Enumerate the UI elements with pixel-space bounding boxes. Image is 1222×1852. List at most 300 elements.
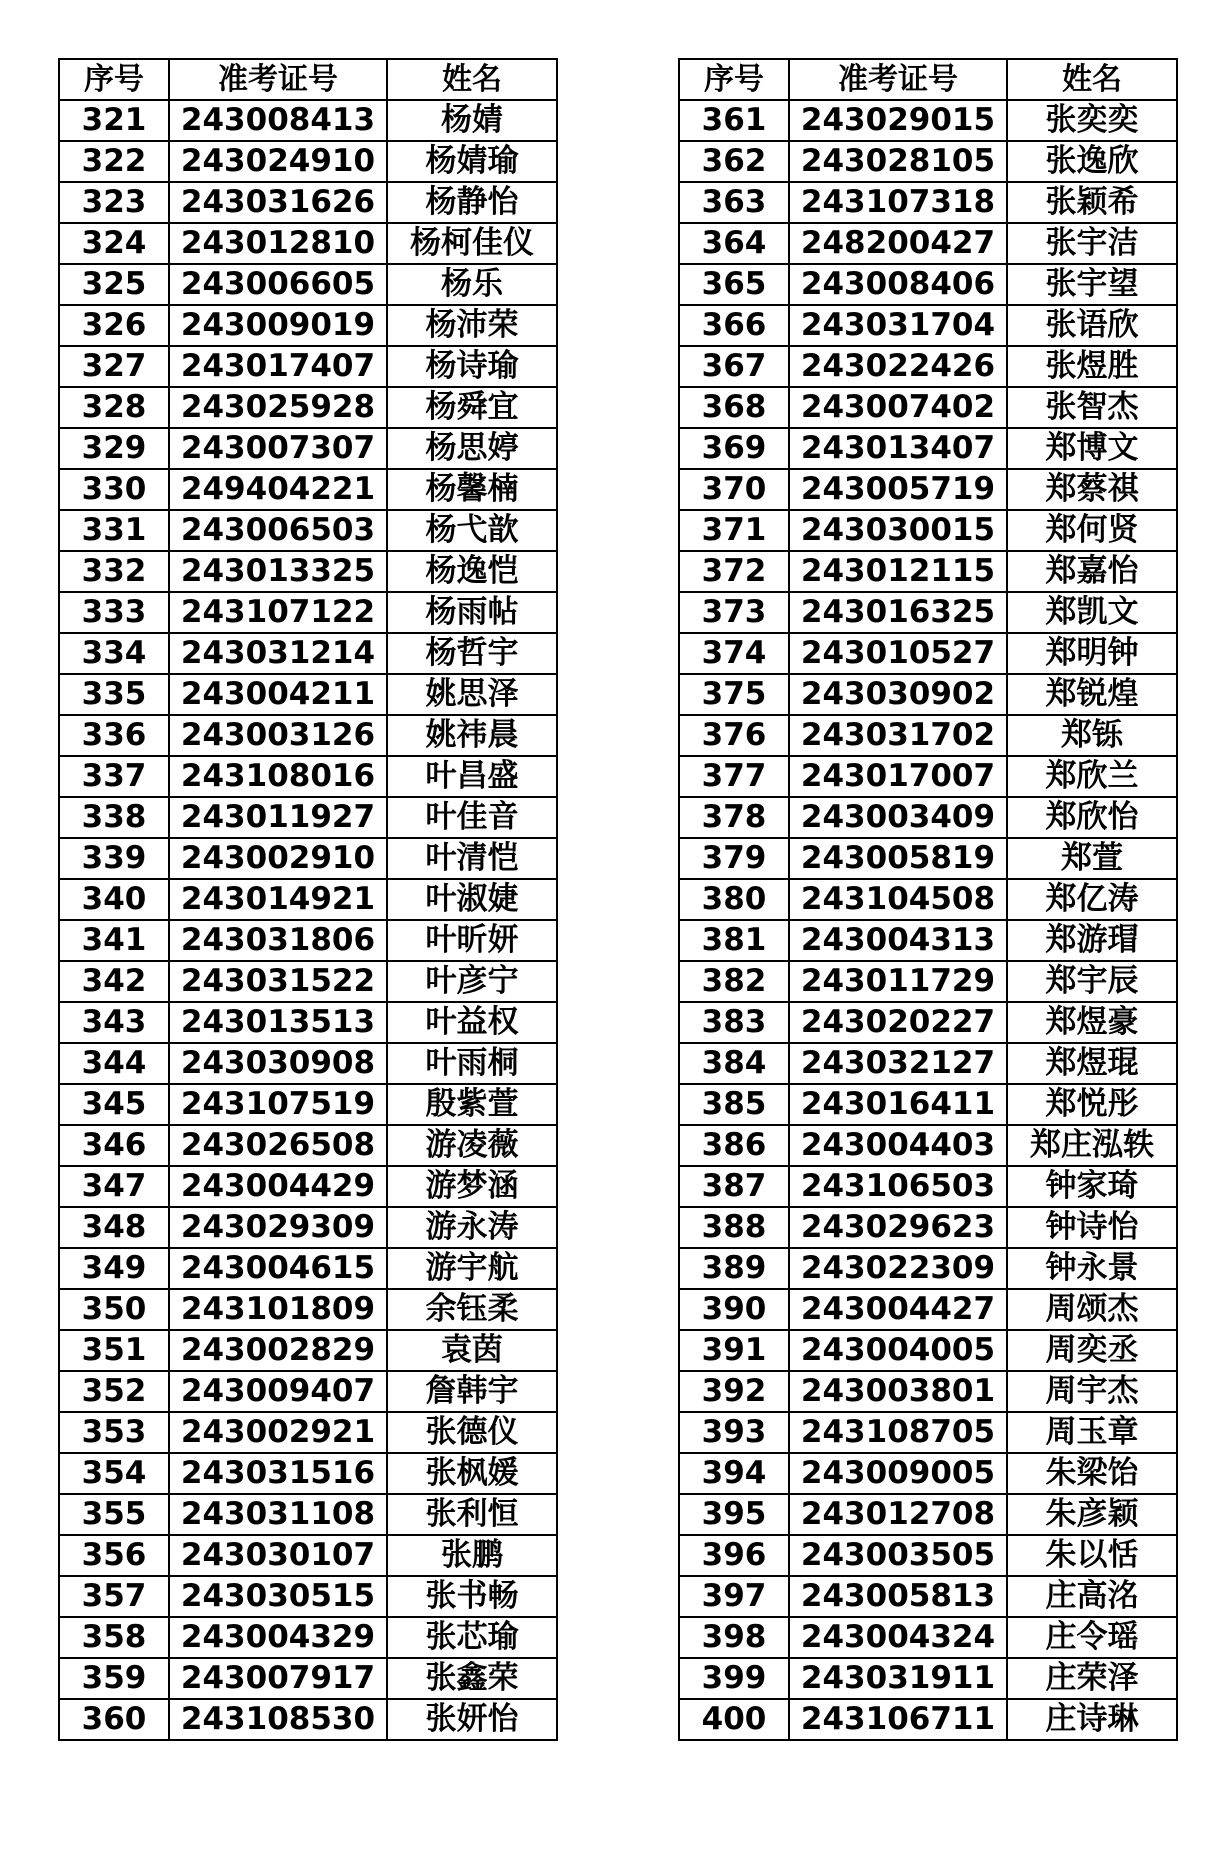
row-name-cell: 郑亿涛 <box>1007 879 1177 920</box>
row-seq-cell: 360 <box>59 1699 169 1740</box>
row-exam-id-cell: 243007307 <box>169 428 387 469</box>
table-row <box>59 1084 557 1125</box>
row-seq-cell: 355 <box>59 1494 169 1535</box>
row-name-cell: 杨柯佳仪 <box>387 223 557 264</box>
row-exam-id-cell: 243004429 <box>169 1166 387 1207</box>
row-exam-id-cell: 243031626 <box>169 182 387 223</box>
row-name-cell: 杨逸恺 <box>387 551 557 592</box>
row-name-cell: 张语欣 <box>1007 305 1177 346</box>
row-name-cell: 张宇洁 <box>1007 223 1177 264</box>
row-seq-cell: 399 <box>679 1658 789 1699</box>
row-name-cell: 郑庄泓轶 <box>1007 1125 1177 1166</box>
row-exam-id-cell: 243028105 <box>789 141 1007 182</box>
roster-body-left <box>59 100 557 1740</box>
row-exam-id-cell: 248200427 <box>789 223 1007 264</box>
row-exam-id-cell: 243101809 <box>169 1289 387 1330</box>
row-exam-id-cell: 243016325 <box>789 592 1007 633</box>
table-row <box>679 920 1177 961</box>
table-row <box>679 1658 1177 1699</box>
row-seq-cell: 368 <box>679 387 789 428</box>
row-seq-cell: 358 <box>59 1617 169 1658</box>
row-name-cell: 游宇航 <box>387 1248 557 1289</box>
table-row <box>59 1699 557 1740</box>
header-seq: 序号 <box>679 59 789 100</box>
row-name-cell: 郑博文 <box>1007 428 1177 469</box>
row-name-cell: 周宇杰 <box>1007 1371 1177 1412</box>
row-seq-cell: 331 <box>59 510 169 551</box>
row-name-cell: 杨婧 <box>387 100 557 141</box>
row-seq-cell: 359 <box>59 1658 169 1699</box>
table-row <box>59 551 557 592</box>
row-seq-cell: 365 <box>679 264 789 305</box>
header-seq: 序号 <box>59 59 169 100</box>
row-exam-id-cell: 243004329 <box>169 1617 387 1658</box>
row-name-cell: 游凌薇 <box>387 1125 557 1166</box>
table-row <box>679 1412 1177 1453</box>
row-name-cell: 郑蔡祺 <box>1007 469 1177 510</box>
table-row <box>59 182 557 223</box>
row-exam-id-cell: 243003801 <box>789 1371 1007 1412</box>
table-row <box>679 1371 1177 1412</box>
row-exam-id-cell: 243011729 <box>789 961 1007 1002</box>
row-name-cell: 周玉章 <box>1007 1412 1177 1453</box>
row-exam-id-cell: 243004324 <box>789 1617 1007 1658</box>
row-seq-cell: 370 <box>679 469 789 510</box>
row-seq-cell: 363 <box>679 182 789 223</box>
row-name-cell: 姚祎晨 <box>387 715 557 756</box>
table-row <box>59 1412 557 1453</box>
row-exam-id-cell: 243026508 <box>169 1125 387 1166</box>
row-name-cell: 张奕奕 <box>1007 100 1177 141</box>
table-row <box>679 1576 1177 1617</box>
row-exam-id-cell: 243108530 <box>169 1699 387 1740</box>
row-name-cell: 叶淑婕 <box>387 879 557 920</box>
row-exam-id-cell: 243025928 <box>169 387 387 428</box>
row-seq-cell: 357 <box>59 1576 169 1617</box>
row-seq-cell: 396 <box>679 1535 789 1576</box>
row-exam-id-cell: 243006605 <box>169 264 387 305</box>
row-name-cell: 郑锐煌 <box>1007 674 1177 715</box>
row-exam-id-cell: 243011927 <box>169 797 387 838</box>
row-seq-cell: 326 <box>59 305 169 346</box>
table-row <box>679 797 1177 838</box>
table-row <box>679 592 1177 633</box>
row-seq-cell: 391 <box>679 1330 789 1371</box>
row-seq-cell: 341 <box>59 920 169 961</box>
row-name-cell: 庄荣泽 <box>1007 1658 1177 1699</box>
row-name-cell: 叶昌盛 <box>387 756 557 797</box>
row-exam-id-cell: 243007917 <box>169 1658 387 1699</box>
row-seq-cell: 381 <box>679 920 789 961</box>
row-exam-id-cell: 249404221 <box>169 469 387 510</box>
table-row <box>59 1330 557 1371</box>
row-exam-id-cell: 243024910 <box>169 141 387 182</box>
row-exam-id-cell: 243012115 <box>789 551 1007 592</box>
row-name-cell: 叶清恺 <box>387 838 557 879</box>
table-row <box>59 1125 557 1166</box>
row-seq-cell: 377 <box>679 756 789 797</box>
row-seq-cell: 367 <box>679 346 789 387</box>
row-name-cell: 袁茵 <box>387 1330 557 1371</box>
row-seq-cell: 386 <box>679 1125 789 1166</box>
table-row <box>679 838 1177 879</box>
row-name-cell: 朱彦颖 <box>1007 1494 1177 1535</box>
table-row <box>59 387 557 428</box>
table-row <box>59 1248 557 1289</box>
table-row <box>679 961 1177 1002</box>
table-row <box>59 756 557 797</box>
row-exam-id-cell: 243008413 <box>169 100 387 141</box>
table-row <box>59 1494 557 1535</box>
row-name-cell: 郑欣怡 <box>1007 797 1177 838</box>
row-seq-cell: 382 <box>679 961 789 1002</box>
row-exam-id-cell: 243004427 <box>789 1289 1007 1330</box>
row-exam-id-cell: 243030515 <box>169 1576 387 1617</box>
row-seq-cell: 389 <box>679 1248 789 1289</box>
row-seq-cell: 361 <box>679 100 789 141</box>
row-name-cell: 叶雨桐 <box>387 1043 557 1084</box>
row-seq-cell: 336 <box>59 715 169 756</box>
row-seq-cell: 322 <box>59 141 169 182</box>
row-exam-id-cell: 243009407 <box>169 1371 387 1412</box>
row-name-cell: 杨弋歆 <box>387 510 557 551</box>
row-exam-id-cell: 243107519 <box>169 1084 387 1125</box>
row-seq-cell: 400 <box>679 1699 789 1740</box>
table-row <box>59 428 557 469</box>
row-exam-id-cell: 243013407 <box>789 428 1007 469</box>
table-row <box>59 920 557 961</box>
row-name-cell: 叶彦宁 <box>387 961 557 1002</box>
row-exam-id-cell: 243003126 <box>169 715 387 756</box>
table-row <box>59 1453 557 1494</box>
row-name-cell: 庄令瑶 <box>1007 1617 1177 1658</box>
table-row <box>679 305 1177 346</box>
table-row <box>679 223 1177 264</box>
row-exam-id-cell: 243004313 <box>789 920 1007 961</box>
row-name-cell: 张智杰 <box>1007 387 1177 428</box>
table-row <box>59 346 557 387</box>
row-exam-id-cell: 243020227 <box>789 1002 1007 1043</box>
row-name-cell: 杨婧瑜 <box>387 141 557 182</box>
row-exam-id-cell: 243017407 <box>169 346 387 387</box>
row-seq-cell: 383 <box>679 1002 789 1043</box>
table-row <box>59 879 557 920</box>
row-name-cell: 周奕丞 <box>1007 1330 1177 1371</box>
table-header-row <box>679 59 1177 100</box>
row-name-cell: 郑何贤 <box>1007 510 1177 551</box>
row-seq-cell: 388 <box>679 1207 789 1248</box>
row-name-cell: 詹韩宇 <box>387 1371 557 1412</box>
row-exam-id-cell: 243031108 <box>169 1494 387 1535</box>
table-row <box>679 1617 1177 1658</box>
row-name-cell: 庄高洺 <box>1007 1576 1177 1617</box>
table-row <box>59 100 557 141</box>
row-seq-cell: 372 <box>679 551 789 592</box>
row-seq-cell: 347 <box>59 1166 169 1207</box>
table-row <box>679 1494 1177 1535</box>
row-name-cell: 叶昕妍 <box>387 920 557 961</box>
row-seq-cell: 380 <box>679 879 789 920</box>
row-seq-cell: 371 <box>679 510 789 551</box>
row-exam-id-cell: 243012810 <box>169 223 387 264</box>
row-exam-id-cell: 243107122 <box>169 592 387 633</box>
row-exam-id-cell: 243005819 <box>789 838 1007 879</box>
table-row <box>679 756 1177 797</box>
table-row <box>59 1371 557 1412</box>
table-row <box>59 1617 557 1658</box>
row-name-cell: 郑明钟 <box>1007 633 1177 674</box>
row-name-cell: 朱梁饴 <box>1007 1453 1177 1494</box>
table-row <box>679 551 1177 592</box>
row-name-cell: 游梦涵 <box>387 1166 557 1207</box>
row-exam-id-cell: 243002921 <box>169 1412 387 1453</box>
row-exam-id-cell: 243029309 <box>169 1207 387 1248</box>
row-seq-cell: 354 <box>59 1453 169 1494</box>
row-exam-id-cell: 243005719 <box>789 469 1007 510</box>
row-exam-id-cell: 243013325 <box>169 551 387 592</box>
table-row <box>679 387 1177 428</box>
table-row <box>59 1043 557 1084</box>
row-exam-id-cell: 243030908 <box>169 1043 387 1084</box>
roster-table-right <box>678 58 1178 1741</box>
row-seq-cell: 353 <box>59 1412 169 1453</box>
row-name-cell: 张颖希 <box>1007 182 1177 223</box>
row-exam-id-cell: 243012708 <box>789 1494 1007 1535</box>
row-name-cell: 叶益权 <box>387 1002 557 1043</box>
row-exam-id-cell: 243108705 <box>789 1412 1007 1453</box>
row-name-cell: 周颂杰 <box>1007 1289 1177 1330</box>
table-row <box>679 1125 1177 1166</box>
row-exam-id-cell: 243030107 <box>169 1535 387 1576</box>
row-exam-id-cell: 243004005 <box>789 1330 1007 1371</box>
table-row <box>59 797 557 838</box>
row-name-cell: 郑宇辰 <box>1007 961 1177 1002</box>
row-seq-cell: 385 <box>679 1084 789 1125</box>
row-seq-cell: 328 <box>59 387 169 428</box>
table-row <box>679 1289 1177 1330</box>
row-name-cell: 郑凯文 <box>1007 592 1177 633</box>
table-row <box>59 1658 557 1699</box>
row-seq-cell: 384 <box>679 1043 789 1084</box>
row-seq-cell: 334 <box>59 633 169 674</box>
row-name-cell: 朱以恬 <box>1007 1535 1177 1576</box>
row-seq-cell: 387 <box>679 1166 789 1207</box>
row-seq-cell: 390 <box>679 1289 789 1330</box>
row-exam-id-cell: 243004211 <box>169 674 387 715</box>
row-seq-cell: 379 <box>679 838 789 879</box>
table-row <box>679 715 1177 756</box>
row-seq-cell: 394 <box>679 1453 789 1494</box>
row-seq-cell: 376 <box>679 715 789 756</box>
row-seq-cell: 374 <box>679 633 789 674</box>
row-seq-cell: 321 <box>59 100 169 141</box>
row-exam-id-cell: 243030015 <box>789 510 1007 551</box>
table-row <box>59 961 557 1002</box>
table-row <box>59 223 557 264</box>
table-row <box>679 1699 1177 1740</box>
row-name-cell: 杨馨楠 <box>387 469 557 510</box>
row-exam-id-cell: 243016411 <box>789 1084 1007 1125</box>
row-name-cell: 张德仪 <box>387 1412 557 1453</box>
table-row <box>679 182 1177 223</box>
row-exam-id-cell: 243022309 <box>789 1248 1007 1289</box>
table-row <box>59 469 557 510</box>
header-name: 姓名 <box>1007 59 1177 100</box>
row-seq-cell: 351 <box>59 1330 169 1371</box>
table-row <box>679 1084 1177 1125</box>
row-name-cell: 张利恒 <box>387 1494 557 1535</box>
table-row <box>59 1207 557 1248</box>
row-seq-cell: 344 <box>59 1043 169 1084</box>
row-exam-id-cell: 243013513 <box>169 1002 387 1043</box>
row-name-cell: 杨雨帖 <box>387 592 557 633</box>
row-seq-cell: 329 <box>59 428 169 469</box>
row-exam-id-cell: 243108016 <box>169 756 387 797</box>
row-name-cell: 张逸欣 <box>1007 141 1177 182</box>
row-name-cell: 杨诗瑜 <box>387 346 557 387</box>
table-row <box>679 633 1177 674</box>
row-name-cell: 杨沛荣 <box>387 305 557 346</box>
table-header-row <box>59 59 557 100</box>
row-name-cell: 余钰柔 <box>387 1289 557 1330</box>
row-seq-cell: 340 <box>59 879 169 920</box>
table-row <box>59 305 557 346</box>
row-name-cell: 庄诗琳 <box>1007 1699 1177 1740</box>
row-name-cell: 张鑫荣 <box>387 1658 557 1699</box>
table-row <box>679 510 1177 551</box>
table-row <box>679 1002 1177 1043</box>
row-name-cell: 张芯瑜 <box>387 1617 557 1658</box>
row-seq-cell: 349 <box>59 1248 169 1289</box>
row-seq-cell: 325 <box>59 264 169 305</box>
row-exam-id-cell: 243003409 <box>789 797 1007 838</box>
row-seq-cell: 346 <box>59 1125 169 1166</box>
row-name-cell: 张宇望 <box>1007 264 1177 305</box>
header-name: 姓名 <box>387 59 557 100</box>
row-name-cell: 张枫媛 <box>387 1453 557 1494</box>
row-exam-id-cell: 243031911 <box>789 1658 1007 1699</box>
row-seq-cell: 393 <box>679 1412 789 1453</box>
row-exam-id-cell: 243009005 <box>789 1453 1007 1494</box>
table-row <box>679 264 1177 305</box>
table-row <box>59 264 557 305</box>
row-seq-cell: 324 <box>59 223 169 264</box>
table-row <box>59 674 557 715</box>
row-seq-cell: 378 <box>679 797 789 838</box>
table-row <box>59 592 557 633</box>
row-seq-cell: 392 <box>679 1371 789 1412</box>
row-exam-id-cell: 243017007 <box>789 756 1007 797</box>
row-exam-id-cell: 243002829 <box>169 1330 387 1371</box>
row-seq-cell: 343 <box>59 1002 169 1043</box>
header-exam-id: 准考证号 <box>789 59 1007 100</box>
table-row <box>59 1289 557 1330</box>
table-row <box>59 510 557 551</box>
table-row <box>679 879 1177 920</box>
row-exam-id-cell: 243010527 <box>789 633 1007 674</box>
row-name-cell: 杨舜宜 <box>387 387 557 428</box>
row-seq-cell: 330 <box>59 469 169 510</box>
row-exam-id-cell: 243005813 <box>789 1576 1007 1617</box>
row-seq-cell: 323 <box>59 182 169 223</box>
table-row <box>59 141 557 182</box>
table-row <box>679 674 1177 715</box>
table-row <box>679 1207 1177 1248</box>
row-seq-cell: 332 <box>59 551 169 592</box>
row-seq-cell: 375 <box>679 674 789 715</box>
table-row <box>59 715 557 756</box>
table-row <box>679 1166 1177 1207</box>
table-row <box>679 428 1177 469</box>
row-exam-id-cell: 243006503 <box>169 510 387 551</box>
table-row <box>679 100 1177 141</box>
row-exam-id-cell: 243029623 <box>789 1207 1007 1248</box>
row-name-cell: 郑萱 <box>1007 838 1177 879</box>
row-seq-cell: 337 <box>59 756 169 797</box>
row-exam-id-cell: 243014921 <box>169 879 387 920</box>
row-seq-cell: 348 <box>59 1207 169 1248</box>
table-row <box>679 1248 1177 1289</box>
table-row <box>679 1453 1177 1494</box>
row-name-cell: 郑悦彤 <box>1007 1084 1177 1125</box>
table-row <box>59 838 557 879</box>
row-exam-id-cell: 243022426 <box>789 346 1007 387</box>
row-exam-id-cell: 243031806 <box>169 920 387 961</box>
row-seq-cell: 395 <box>679 1494 789 1535</box>
row-name-cell: 叶佳音 <box>387 797 557 838</box>
row-seq-cell: 339 <box>59 838 169 879</box>
row-exam-id-cell: 243029015 <box>789 100 1007 141</box>
row-name-cell: 张妍怡 <box>387 1699 557 1740</box>
row-exam-id-cell: 243002910 <box>169 838 387 879</box>
row-seq-cell: 397 <box>679 1576 789 1617</box>
roster-body-right <box>679 100 1177 1740</box>
row-exam-id-cell: 243004615 <box>169 1248 387 1289</box>
row-seq-cell: 335 <box>59 674 169 715</box>
row-exam-id-cell: 243104508 <box>789 879 1007 920</box>
row-name-cell: 杨思婷 <box>387 428 557 469</box>
row-exam-id-cell: 243031522 <box>169 961 387 1002</box>
row-exam-id-cell: 243031214 <box>169 633 387 674</box>
row-seq-cell: 352 <box>59 1371 169 1412</box>
row-name-cell: 姚思泽 <box>387 674 557 715</box>
row-seq-cell: 366 <box>679 305 789 346</box>
roster-table-left <box>58 58 558 1741</box>
row-exam-id-cell: 243106711 <box>789 1699 1007 1740</box>
row-exam-id-cell: 243004403 <box>789 1125 1007 1166</box>
row-name-cell: 游永涛 <box>387 1207 557 1248</box>
table-row <box>679 1330 1177 1371</box>
row-seq-cell: 345 <box>59 1084 169 1125</box>
row-name-cell: 杨静怡 <box>387 182 557 223</box>
row-name-cell: 郑欣兰 <box>1007 756 1177 797</box>
row-name-cell: 郑嘉怡 <box>1007 551 1177 592</box>
table-row <box>59 1535 557 1576</box>
header-exam-id: 准考证号 <box>169 59 387 100</box>
row-name-cell: 郑铄 <box>1007 715 1177 756</box>
row-exam-id-cell: 243009019 <box>169 305 387 346</box>
row-name-cell: 张煜胜 <box>1007 346 1177 387</box>
row-seq-cell: 338 <box>59 797 169 838</box>
row-seq-cell: 398 <box>679 1617 789 1658</box>
table-row <box>679 1535 1177 1576</box>
table-row <box>679 1043 1177 1084</box>
row-exam-id-cell: 243031516 <box>169 1453 387 1494</box>
row-name-cell: 钟诗怡 <box>1007 1207 1177 1248</box>
row-seq-cell: 369 <box>679 428 789 469</box>
table-row <box>679 469 1177 510</box>
row-name-cell: 张鹏 <box>387 1535 557 1576</box>
